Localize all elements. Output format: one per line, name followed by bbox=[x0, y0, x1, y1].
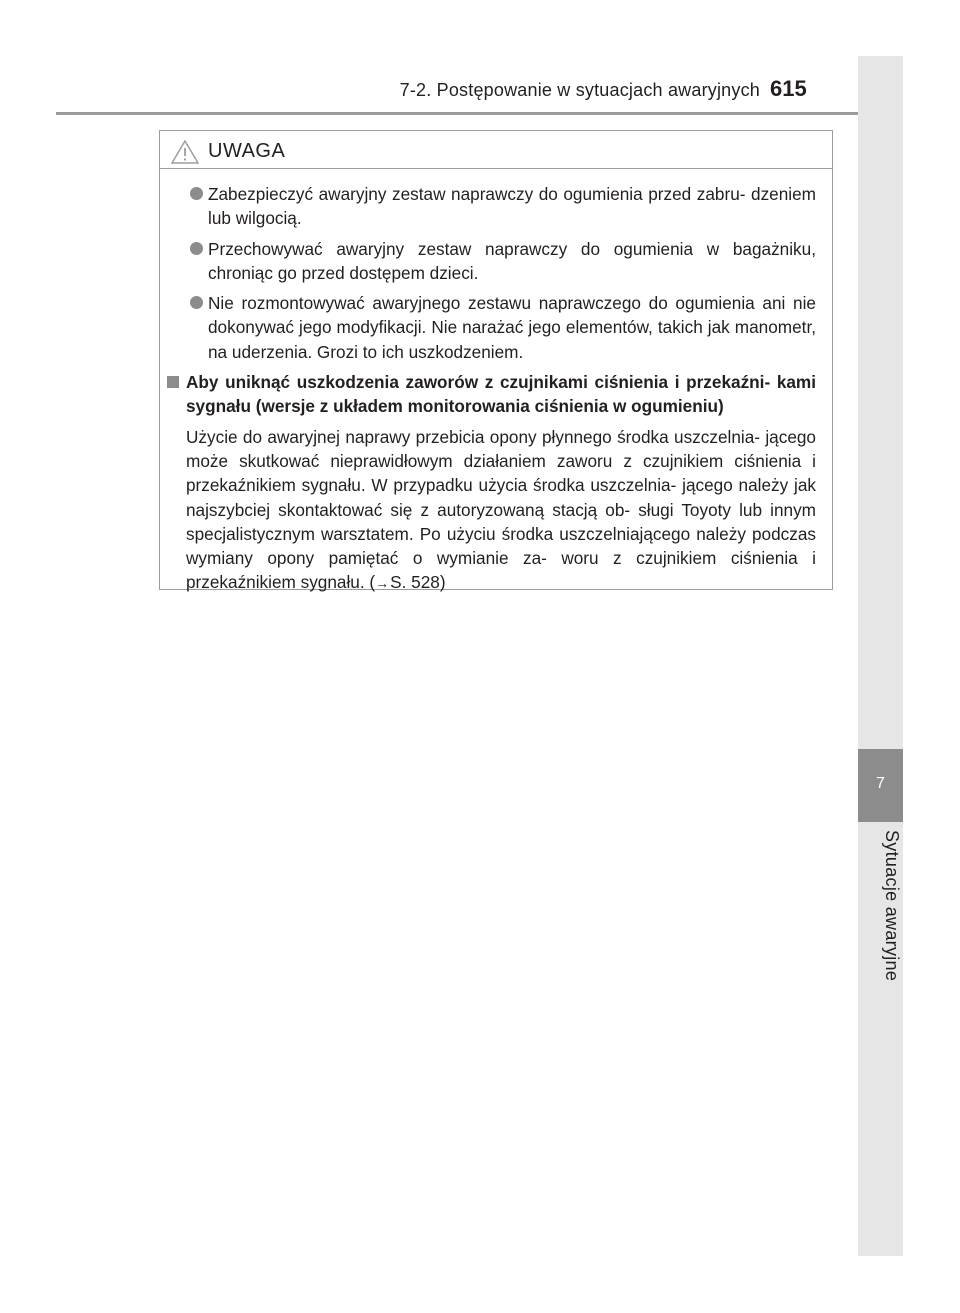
section-heading: Aby uniknąć uszkodzenia zaworów z czujnikami ciśnienia i przekaźni- kami sygnału (wersje z układem monitorowania ciśnienia w ogumieniu) bbox=[186, 372, 816, 417]
section-title: 7-2. Postępowanie w sytuacjach awaryjnych bbox=[399, 80, 760, 100]
header-divider bbox=[56, 112, 903, 115]
chapter-tab[interactable]: 7 bbox=[858, 749, 903, 822]
list-item bbox=[166, 237, 816, 286]
square-bullet-icon bbox=[167, 376, 179, 388]
arrow-right-icon: → bbox=[375, 575, 390, 592]
warning-triangle-icon bbox=[171, 140, 199, 164]
list-item bbox=[166, 291, 816, 364]
section-body bbox=[186, 425, 816, 596]
warning-box bbox=[159, 130, 833, 593]
bullet-text: Przechowywać awaryjny zestaw naprawczy do ogumienia w bagażniku, chroniąc go przed dostępem dzieci. bbox=[208, 238, 816, 283]
warning-header bbox=[160, 131, 832, 169]
bullet-text: Zabezpieczyć awaryjny zestaw naprawczy do ogumienia przed zabru- dzeniem lub wilgocią. bbox=[208, 184, 816, 229]
page-reference-link[interactable]: S. 528) bbox=[390, 572, 446, 593]
chapter-label: Sytuacje awaryjne bbox=[882, 830, 902, 982]
list-item bbox=[166, 182, 816, 231]
section-body-text: Użycie do awaryjnej naprawy przebicia opony płynnego środka uszczelnia- jącego może skutkować nieprawidłowym działaniem zaworu z czujnikiem ciśnienia i przekaźnikiem sygnału. W przypadku użycia środka uszczelnia- jącego należy jak najszybciej skontaktować się z autoryzowaną stacją ob- sługi Toyoty lub innym specjalistycznym warsztatem. Po użyciu środka uszczelniającego należy podczas wymiany opony pamiętać o wymianie za- woru z czujnikiem ciśnienia i przekaźnikiem sygnału. ( bbox=[186, 426, 816, 593]
warning-content bbox=[160, 169, 832, 596]
bullet-icon bbox=[190, 242, 203, 255]
bullet-icon bbox=[190, 187, 203, 200]
page-number: 615 bbox=[770, 76, 807, 101]
bullet-text: Nie rozmontowywać awaryjnego zestawu naprawczego do ogumienia ani nie dokonywać jego modyfikacji. Nie narażać jego elementów, takich jak manometr, na uderzenia. Grozi to ich uszkodzeniem. bbox=[208, 293, 816, 362]
tpms-section bbox=[166, 370, 816, 596]
bullet-icon bbox=[190, 296, 203, 309]
warning-title: UWAGA bbox=[208, 140, 286, 162]
side-strip bbox=[858, 56, 903, 1256]
